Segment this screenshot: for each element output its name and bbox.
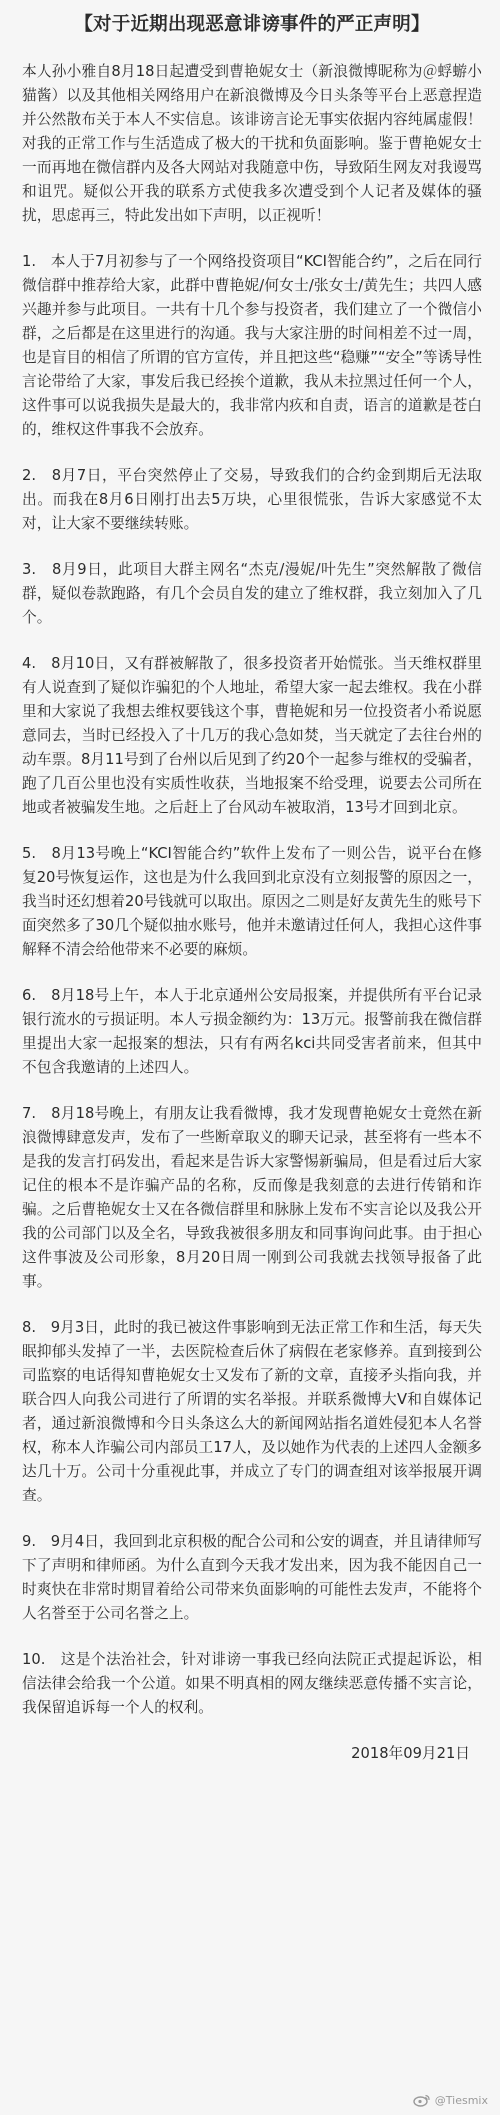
watermark [413, 2093, 488, 2107]
statement-item-1: 1. 本人于7月初参与了一个网络投资项目“KCI智能合约”，之后在同行微信群中推荐给大家，此群中曹艳妮/何女士/张女士/黄先生；共四人感兴趣并参与此项目。一共有十几个参与投资者，我们建立了一个微信小群，之后都是在这里进行的沟通。我与大家注册的时间相差不过一周，也是盲目的相信了所谓的官方宣传，并且把这些“稳赚”“安全”等诱导性言论带给了大家，事发后我已经挨个道歉，我从未拉黑过任何一个人，这件事可以说我损失是最大的，我非常内疚和自责，语言的道歉是苍白的，维权这件事我不会放弃。 [22, 253, 482, 438]
statement-title: 【对于近期出现恶意诽谤事件的严正声明】 [74, 14, 430, 35]
statement-item-6: 6. 8月18号上午，本人于北京通州公安局报案，并提供所有平台记录银行流水的亏损证明。本人亏损金额约为：13万元。报警前我在微信群里提出大家一起报案的想法，只有有两名kci共同受害者前来，但其中不包含我邀请的上述四人。 [22, 987, 482, 1076]
watermark-text: @Tiesmix [434, 2093, 488, 2107]
intro-paragraph: 本人孙小雅自8月18日起遭受到曹艳妮女士（新浪微博昵称为＠蜉蝣小猫酱）以及其他相关网络用户在新浪微博及今日头条等平台上恶意捏造并公然散布关于本人不实信息。该诽谤言论无事实依据内容纯属虚假！对我的正常工作与生活造成了极大的干扰和负面影响。鉴于曹艳妮女士一而再地在微信群内及各大网站对我随意中伤，导致陌生网友对我谩骂和诅咒。疑似公开我的联系方式使我多次遭受到个人记者及媒体的骚扰，思虑再三，特此发出如下声明，以正视听！ [22, 63, 482, 224]
statement-item-7: 7. 8月18号晚上，有朋友让我看微博，我才发现曹艳妮女士竟然在新浪微博肆意发声，发布了一些断章取义的聊天记录，甚至将有一些本不是我的发言打码发出，看起来是告诉大家警惕新骗局，但是看过后大家记住的根本不是诈骗产品的名称，反而像是我刻意的去进行传销和诈骗。之后曹艳妮女士又在各微信群里和脉脉上发布不实言论以及我公开我的公司部门以及全名，导致我被很多朋友和同事询问此事。由于担心这件事波及公司形象，8月20日周一刚到公司我就去找领导报备了此事。 [22, 1105, 482, 1290]
statement-item-10: 10. 这是个法治社会，针对诽谤一事我已经向法院正式提起诉讼，相信法律会给我一个公道。如果不明真相的网友继续恶意传播不实言论，我保留追诉每一个人的权利。 [22, 1651, 482, 1716]
statement-item-4: 4. 8月10日，又有群被解散了，很多投资者开始慌张。当天维权群里有人说查到了疑似诈骗犯的个人地址，希望大家一起去维权。我在小群里和大家说了我想去维权要钱这个事，曹艳妮和另一位投资者小希说愿意同去，当时已经投入了十几万的我心急如焚，当天就定了去往台州的动车票。8月11号到了台州以后见到了约20个一起参与维权的受骗者，跑了几百公里也没有实质性收获，当地报案不给受理，说要去公司所在地或者被骗发生地。之后赶上了台风动车被取消，13号才回到北京。 [22, 655, 482, 816]
statement-item-5: 5. 8月13号晚上“KCI智能合约”软件上发布了一则公告，说平台在修复20号恢复运作，这也是为什么我回到北京没有立刻报警的原因之一，我当时还幻想着20号钱就可以取出。原因之二则是好友黄先生的账号下面突然多了30几个疑似抽水账号，他并未邀请过任何人，我担心这件事解释不清会给他带来不必要的麻烦。 [22, 845, 482, 958]
statement-date: 2018年09月21日 [351, 1745, 470, 1762]
statement-item-3: 3. 8月9日，此项目大群主网名“杰克/漫妮/叶先生”突然解散了微信群，疑似卷款跑路，有几个会员自发的建立了维权群，我立刻加入了几个。 [22, 561, 482, 626]
statement-item-2: 2. 8月7日，平台突然停止了交易，导致我们的合约金到期后无法取出。而我在8月6日刚打出去5万块，心里很慌张，告诉大家感觉不太对，让大家不要继续转账。 [22, 467, 482, 532]
statement-item-9: 9. 9月4日，我回到北京积极的配合公司和公安的调查，并且请律师写下了声明和律师函。为什么直到今天我才发出来，因为我不能因自己一时爽快在非常时期冒着给公司带来负面影响的可能性去发声，不能将个人名誉至于公司名誉之上。 [22, 1533, 482, 1622]
weibo-icon [413, 2093, 431, 2107]
statement-item-8: 8. 9月3日，此时的我已被这件事影响到无法正常工作和生活，每天失眠抑郁头发掉了一半，去医院检查后休了病假在老家修养。直到接到公司监察的电话得知曹艳妮女士又发布了新的文章，直接矛头指向我，并联合四人向我公司进行了所谓的实名举报。并联系微博大V和自媒体记者，通过新浪微博和今日头条这么大的新闻网站指名道姓侵犯本人名誉权，称本人诈骗公司内部员工17人，及以她作为代表的上述四人金额多达几十万。公司十分重视此事，并成立了专门的调查组对该举报展开调查。 [22, 1319, 482, 1504]
